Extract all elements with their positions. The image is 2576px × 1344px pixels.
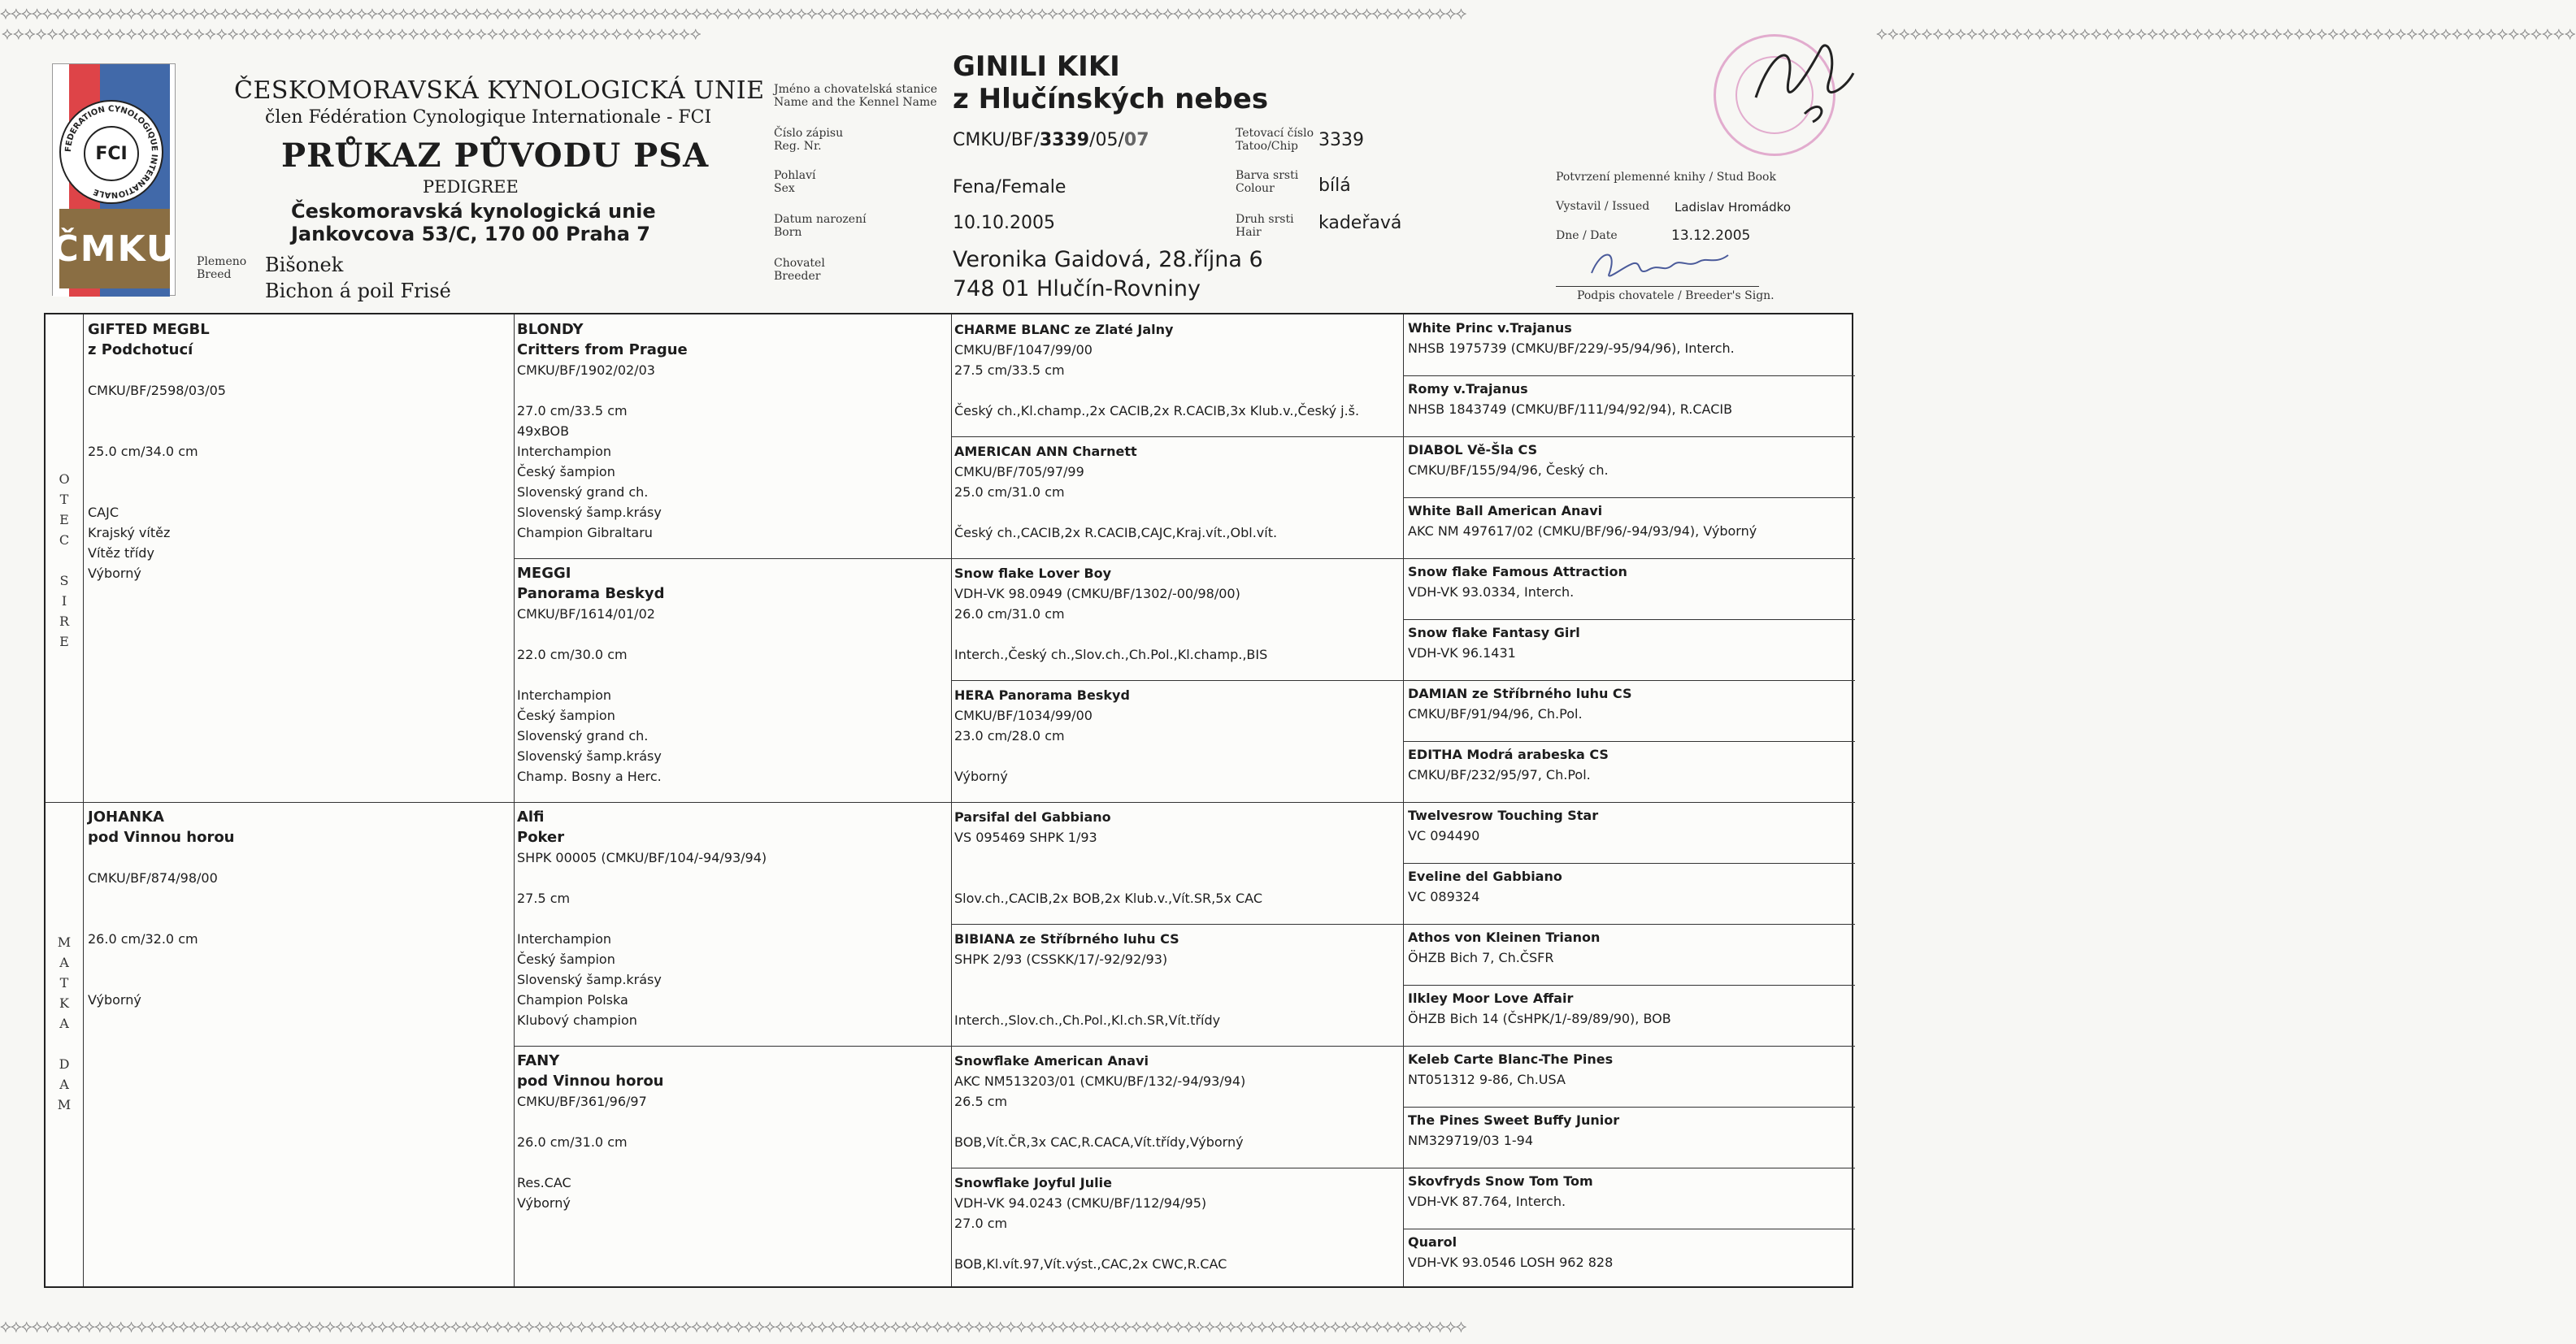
born-label: Datum narození Born [774, 213, 867, 239]
great-grandparent-size: 26.0 cm/31.0 cm [954, 606, 1065, 622]
breed-value-cz: Bišonek [265, 254, 344, 276]
hair-value: kadeřavá [1318, 213, 1402, 233]
grandparent-reg: CMKU/BF/1902/02/03 [517, 362, 655, 378]
ancestor-name: Snow flake Fantasy Girl [1408, 625, 1580, 640]
grandparent-kennel: Critters from Prague [517, 341, 688, 358]
ancestor-cell [1408, 1049, 1613, 1090]
dam-name: JOHANKA [88, 809, 164, 826]
breed-label: Plemeno Breed [197, 255, 247, 281]
grandparent-reg: CMKU/BF/361/96/97 [517, 1094, 647, 1109]
grandparent-name: Alfi [517, 809, 545, 826]
ancestor-info: NHSB 1843749 (CMKU/BF/111/94/92/94), R.CACIB [1408, 401, 1733, 417]
breeder-line1: Veronika Gaidová, 28.října 6 [953, 247, 1263, 272]
breed-value-fr: Bichon á poil Frisé [265, 280, 451, 302]
ancestor-cell [1408, 1110, 1619, 1151]
colour-value: bílá [1318, 176, 1351, 196]
border-top: ⟡⟡⟡⟡⟡⟡⟡⟡⟡⟡⟡⟡⟡⟡⟡⟡⟡⟡⟡⟡⟡⟡⟡⟡⟡⟡⟡⟡⟡⟡⟡⟡⟡⟡⟡⟡⟡⟡⟡⟡⟡⟡⟡⟡⟡⟡⟡⟡⟡⟡⟡⟡⟡⟡⟡⟡⟡⟡⟡⟡⟡⟡⟡⟡⟡⟡⟡⟡⟡⟡⟡⟡⟡⟡⟡⟡⟡⟡⟡⟡⟡⟡⟡⟡⟡⟡⟡⟡⟡⟡⟡⟡⟡⟡⟡⟡⟡⟡⟡⟡⟡⟡⟡⟡⟡⟡⟡⟡⟡⟡⟡⟡⟡⟡⟡⟡⟡⟡⟡⟡⟡⟡⟡⟡⟡⟡⟡⟡⟡⟡⟡⟡⟡⟡⟡⟡⟡⟡⟡⟡ [0, 3, 1466, 23]
ancestor-cell [1408, 561, 1627, 602]
studbook-title: Potvrzení plemenné knihy / Stud Book [1556, 171, 1776, 184]
great-grandparent-name: Snowflake Joyful Julie [954, 1175, 1112, 1190]
document-title: PRŮKAZ PŮVODU PSA [281, 137, 710, 175]
grandparent-kennel: Poker [517, 829, 565, 846]
hair-label: Druh srsti Hair [1236, 213, 1294, 239]
ancestor-name: Skovfryds Snow Tom Tom [1408, 1173, 1593, 1189]
sex-value: Fena/Female [953, 177, 1066, 197]
great-grandparent-cell [954, 807, 1262, 908]
grandparent-reg: CMKU/BF/1614/01/02 [517, 606, 655, 622]
grandparent-size: 26.0 cm/31.0 cm [517, 1134, 628, 1150]
tattoo-value: 3339 [1318, 130, 1364, 150]
great-grandparent-reg: SHPK 2/93 (CSSKK/17/-92/92/93) [954, 952, 1168, 967]
issue-date: 13.12.2005 [1671, 228, 1751, 244]
ancestor-name: EDITHA Modrá arabeska CS [1408, 747, 1609, 762]
tattoo-label: Tetovací číslo Tatoo/Chip [1236, 127, 1314, 153]
dog-name-line1: GINILI KIKI [953, 50, 1120, 83]
great-grandparent-reg: AKC NM513203/01 (CMKU/BF/132/-94/93/94) [954, 1073, 1246, 1089]
date-label: Dne / Date [1556, 229, 1618, 242]
grandparent-title: Slovenský šamp.krásy [517, 748, 662, 764]
grandparent-kennel: pod Vinnou horou [517, 1073, 664, 1090]
great-grandparent-titles: Slov.ch.,CACIB,2x BOB,2x Klub.v.,Vít.SR,5x CAC [954, 891, 1262, 906]
ancestor-name: Twelvesrow Touching Star [1408, 808, 1599, 823]
border-left: ⟡⟡⟡⟡⟡⟡⟡⟡⟡⟡⟡⟡⟡⟡⟡⟡⟡⟡⟡⟡⟡⟡⟡⟡⟡⟡⟡⟡⟡⟡⟡⟡⟡⟡⟡⟡⟡⟡⟡⟡⟡⟡⟡⟡⟡⟡⟡⟡⟡⟡⟡⟡⟡⟡⟡⟡⟡⟡⟡⟡⟡⟡ [2, 24, 702, 43]
born-value: 10.10.2005 [953, 213, 1055, 233]
dam-kennel: pod Vinnou horou [88, 829, 235, 846]
document-subtitle: PEDIGREE [423, 177, 519, 197]
cmku-logo: ČMKU [59, 209, 170, 288]
grandparent-title: Výborný [517, 1195, 571, 1211]
ancestor-info: NM329719/03 1-94 [1408, 1133, 1533, 1148]
grandparent-cell [517, 563, 664, 787]
great-grandparent-reg: VDH-VK 94.0243 (CMKU/BF/112/94/95) [954, 1195, 1207, 1211]
great-grandparent-cell [954, 563, 1267, 665]
dam-title: Výborný [88, 992, 141, 1008]
ancestor-name: Eveline del Gabbiano [1408, 869, 1562, 884]
ancestor-name: White Ball American Anavi [1408, 503, 1603, 518]
fci-ring-text: FEDERATION CYNOLOGIQUE INTERNATIONALE [63, 104, 159, 200]
ancestor-cell [1408, 1232, 1613, 1272]
great-grandparent-titles: BOB,Kl.vít.97,Vít.výst.,CAC,2x CWC,R.CAC [954, 1256, 1227, 1272]
ancestor-cell [1408, 379, 1732, 419]
ancestor-name: Keleb Carte Blanc-The Pines [1408, 1051, 1614, 1067]
grandparent-cell [517, 807, 767, 1030]
grandparent-title: Český šampion [517, 952, 615, 967]
organization-title: ČESKOMORAVSKÁ KYNOLOGICKÁ UNIE [234, 76, 765, 105]
great-grandparent-cell [954, 1051, 1245, 1152]
great-grandparent-cell [954, 1173, 1227, 1274]
ancestor-cell [1408, 683, 1632, 724]
sire-title: Krajský vítěz [88, 525, 171, 540]
grandparent-name: BLONDY [517, 321, 584, 338]
grandparent-title: Champion Gibraltaru [517, 525, 653, 540]
organization-membership: člen Fédération Cynologique Internationale - FCI [265, 107, 712, 128]
great-grandparent-name: Parsifal del Gabbiano [954, 809, 1111, 825]
grandparent-cell [517, 1051, 664, 1213]
ancestor-name: Quarol [1408, 1234, 1457, 1250]
grandparent-title: Interchampion [517, 444, 612, 459]
great-grandparent-reg: VS 095469 SHPK 1/93 [954, 830, 1097, 845]
great-grandparent-reg: CMKU/BF/1034/99/00 [954, 708, 1093, 723]
great-grandparent-titles: Český ch.,Kl.champ.,2x CACIB,2x R.CACIB,3x Klub.v.,Český j.š. [954, 403, 1360, 418]
great-grandparent-cell [954, 929, 1220, 1030]
ancestor-name: Romy v.Trajanus [1408, 381, 1528, 397]
great-grandparent-titles: Český ch.,CACIB,2x R.CACIB,CAJC,Kraj.vít.,Obl.vít. [954, 525, 1278, 540]
great-grandparent-titles: Interch.,Český ch.,Slov.ch.,Ch.Pol.,Kl.champ.,BIS [954, 647, 1268, 662]
ancestor-cell [1408, 744, 1609, 785]
name-label: Jméno a chovatelská stanice Name and the Kennel Name [774, 83, 938, 109]
great-grandparent-size: 27.0 cm [954, 1216, 1008, 1231]
dam-cell [88, 807, 235, 1010]
dog-kennel-name: z Hlučínských nebes [953, 83, 1269, 115]
border-bottom: ⟡⟡⟡⟡⟡⟡⟡⟡⟡⟡⟡⟡⟡⟡⟡⟡⟡⟡⟡⟡⟡⟡⟡⟡⟡⟡⟡⟡⟡⟡⟡⟡⟡⟡⟡⟡⟡⟡⟡⟡⟡⟡⟡⟡⟡⟡⟡⟡⟡⟡⟡⟡⟡⟡⟡⟡⟡⟡⟡⟡⟡⟡⟡⟡⟡⟡⟡⟡⟡⟡⟡⟡⟡⟡⟡⟡⟡⟡⟡⟡⟡⟡⟡⟡⟡⟡⟡⟡⟡⟡⟡⟡⟡⟡⟡⟡⟡⟡⟡⟡⟡⟡⟡⟡⟡⟡⟡⟡⟡⟡⟡⟡⟡⟡⟡⟡⟡⟡⟡⟡⟡⟡⟡⟡⟡⟡⟡⟡⟡⟡⟡⟡⟡⟡⟡⟡⟡⟡⟡⟡ [0, 1316, 1466, 1336]
sire-reg: CMKU/BF/2598/03/05 [88, 383, 226, 398]
grandparent-reg: SHPK 00005 (CMKU/BF/104/-94/93/94) [517, 850, 767, 865]
ancestor-cell [1408, 318, 1735, 358]
ancestor-name: DIABOL Vě-Šla CS [1408, 442, 1538, 457]
ancestor-info: VDH-VK 93.0334, Interch. [1408, 584, 1575, 600]
great-grandparent-titles: Výborný [954, 769, 1008, 784]
ancestor-name: Athos von Kleinen Trianon [1408, 930, 1601, 945]
grandparent-title: Champion Polska [517, 992, 628, 1008]
great-grandparent-name: HERA Panorama Beskyd [954, 687, 1130, 703]
grandparent-cell [517, 319, 688, 543]
sire-title: Výborný [88, 566, 141, 581]
grandparent-title: Interchampion [517, 931, 612, 947]
dam-size: 26.0 cm/32.0 cm [88, 931, 198, 947]
breeder-line2: 748 01 Hlučín-Rovniny [953, 276, 1201, 301]
ancestor-info: CMKU/BF/155/94/96, Český ch. [1408, 462, 1609, 478]
sire-title: Vítěz třídy [88, 545, 154, 561]
great-grandparent-name: AMERICAN ANN Charnett [954, 444, 1137, 459]
ancestor-cell [1408, 501, 1757, 541]
ancestor-info: VC 089324 [1408, 889, 1480, 904]
ancestor-name: Snow flake Famous Attraction [1408, 564, 1627, 579]
ancestor-info: AKC NM 497617/02 (CMKU/BF/96/-94/93/94), Výborný [1408, 523, 1757, 539]
issuer-signature [1731, 33, 1870, 138]
sire-name: GIFTED MEGBL [88, 321, 210, 338]
grandparent-title: Interchampion [517, 687, 612, 703]
sire-kennel: z Podchotucí [88, 341, 193, 358]
issuing-organization-address: Jankovcova 53/C, 170 00 Praha 7 [291, 223, 650, 245]
grandparent-name: FANY [517, 1052, 560, 1069]
ancestor-info: VDH-VK 87.764, Interch. [1408, 1194, 1566, 1209]
great-grandparent-size: 27.5 cm/33.5 cm [954, 362, 1065, 378]
great-grandparent-reg: CMKU/BF/705/97/99 [954, 464, 1084, 479]
reg-label: Číslo zápisu Reg. Nr. [774, 127, 844, 153]
border-right: ⟡⟡⟡⟡⟡⟡⟡⟡⟡⟡⟡⟡⟡⟡⟡⟡⟡⟡⟡⟡⟡⟡⟡⟡⟡⟡⟡⟡⟡⟡⟡⟡⟡⟡⟡⟡⟡⟡⟡⟡⟡⟡⟡⟡⟡⟡⟡⟡⟡⟡⟡⟡⟡⟡⟡⟡⟡⟡⟡⟡⟡⟡ [1876, 24, 2576, 43]
ancestor-name: The Pines Sweet Buffy Junior [1408, 1112, 1620, 1128]
ancestor-cell [1408, 622, 1580, 663]
sire-title: CAJC [88, 505, 119, 520]
sire-side-label: O T E C S I R E [59, 471, 70, 649]
sire-cell [88, 319, 226, 583]
ancestor-info: VDH-VK 96.1431 [1408, 645, 1516, 661]
dog-name [953, 50, 1268, 115]
great-grandparent-cell [954, 441, 1277, 543]
grandparent-name: MEGGI [517, 565, 571, 582]
breeder-label: Chovatel Breeder [774, 257, 825, 283]
fci-logo-text: FCI [84, 126, 139, 181]
great-grandparent-reg: CMKU/BF/1047/99/00 [954, 342, 1093, 358]
ancestor-info: NHSB 1975739 (CMKU/BF/229/-95/94/96), Interch. [1408, 340, 1735, 356]
great-grandparent-name: CHARME BLANC ze Zlaté Jalny [954, 322, 1174, 337]
fci-emblem [59, 100, 163, 204]
grandparent-title: Slovenský grand ch. [517, 484, 649, 500]
grandparent-title: Český šampion [517, 464, 615, 479]
grandparent-title: Český šampion [517, 708, 615, 723]
ancestor-cell [1408, 440, 1609, 480]
issued-label: Vystavil / Issued [1556, 200, 1650, 213]
grandparent-title: Slovenský šamp.krásy [517, 505, 662, 520]
ancestor-name: DAMIAN ze Stříbrného luhu CS [1408, 686, 1632, 701]
pedigree-table [44, 313, 1853, 1288]
ancestor-info: VDH-VK 93.0546 LOSH 962 828 [1408, 1255, 1614, 1270]
colour-label: Barva srsti Colour [1236, 169, 1299, 195]
ancestor-cell [1408, 1171, 1593, 1212]
great-grandparent-name: Snowflake American Anavi [954, 1053, 1149, 1069]
grandparent-title: Klubový champion [517, 1012, 637, 1028]
great-grandparent-name: BIBIANA ze Stříbrného luhu CS [954, 931, 1179, 947]
organization-logo [52, 63, 176, 296]
ancestor-info: CMKU/BF/91/94/96, Ch.Pol. [1408, 706, 1583, 722]
grandparent-title: Champ. Bosny a Herc. [517, 769, 662, 784]
grandparent-kennel: Panorama Beskyd [517, 585, 665, 602]
ancestor-info: ÖHZB Bich 7, Ch.ČSFR [1408, 950, 1554, 965]
great-grandparent-cell [954, 685, 1130, 787]
ancestor-info: CMKU/BF/232/95/97, Ch.Pol. [1408, 767, 1591, 783]
sire-size: 25.0 cm/34.0 cm [88, 444, 198, 459]
grandparent-size: 22.0 cm/30.0 cm [517, 647, 628, 662]
ancestor-name: Ilkley Moor Love Affair [1408, 991, 1574, 1006]
grandparent-title: Slovenský grand ch. [517, 728, 649, 744]
ancestor-info: NT051312 9-86, Ch.USA [1408, 1072, 1566, 1087]
ancestor-info: VC 094490 [1408, 828, 1480, 843]
ancestor-cell [1408, 927, 1600, 968]
great-grandparent-size: 25.0 cm/31.0 cm [954, 484, 1065, 500]
ancestor-name: White Princ v.Trajanus [1408, 320, 1572, 336]
great-grandparent-size: 23.0 cm/28.0 cm [954, 728, 1065, 744]
issued-by: Ladislav Hromádko [1675, 200, 1792, 215]
ancestor-cell [1408, 988, 1671, 1029]
dam-reg: CMKU/BF/874/98/00 [88, 870, 218, 886]
sex-label: Pohlaví Sex [774, 169, 816, 195]
registration-number: CMKU/BF/3339/05/07 [953, 130, 1149, 150]
issuing-organization: Českomoravská kynologická unie [291, 200, 656, 223]
great-grandparent-cell [954, 319, 1359, 421]
breeder-signature [1585, 241, 1748, 289]
great-grandparent-titles: Interch.,Slov.ch.,Ch.Pol.,Kl.ch.SR,Vít.třídy [954, 1012, 1221, 1028]
grandparent-size: 27.5 cm [517, 891, 571, 906]
grandparent-size: 27.0 cm/33.5 cm [517, 403, 628, 418]
dam-side-label: M A T K A D A M [57, 934, 72, 1112]
great-grandparent-size: 26.5 cm [954, 1094, 1008, 1109]
great-grandparent-titles: BOB,Vít.ČR,3x CAC,R.CACA,Vít.třídy,Výborný [954, 1134, 1244, 1150]
great-grandparent-name: Snow flake Lover Boy [954, 566, 1112, 581]
signature-label: Podpis chovatele / Breeder's Sign. [1577, 289, 1775, 302]
ancestor-cell [1408, 866, 1562, 907]
grandparent-title: Slovenský šamp.krásy [517, 972, 662, 987]
ancestor-info: ÖHZB Bich 14 (ČsHPK/1/-89/89/90), BOB [1408, 1011, 1671, 1026]
grandparent-title: Res.CAC [517, 1175, 571, 1190]
great-grandparent-reg: VDH-VK 98.0949 (CMKU/BF/1302/-00/98/00) [954, 586, 1240, 601]
ancestor-cell [1408, 805, 1598, 846]
grandparent-title: 49xBOB [517, 423, 570, 439]
